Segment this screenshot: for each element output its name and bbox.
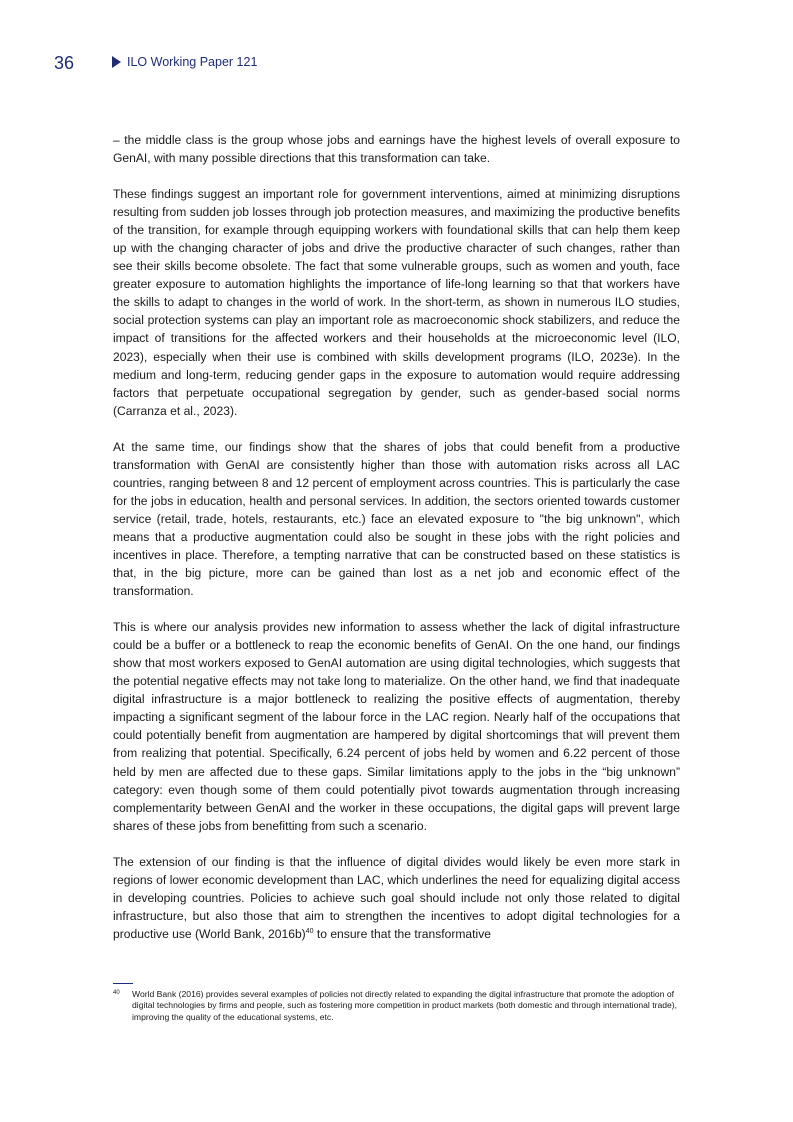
footnote-number: 40 [113, 990, 120, 996]
running-header [112, 55, 257, 69]
main-text [113, 131, 680, 961]
page-number: 36 [54, 53, 75, 73]
paragraph-text: to ensure that the transformative [313, 926, 491, 941]
paragraph: This is where our analysis provides new information to assess whether the lack of digital infrastructure could be a buffer or a bottleneck to reap the economic benefits of GenAI. On the one hand, our findings show that most workers exposed to GenAI automation are using digital technologies, which suggests that the potential negative effects may not take long to materialize. On the other hand, we find that inadequate digital infrastructure is a major bottleneck to realizing the positive effects of augmentation, thereby impacting a significant segment of the labour force in the LAC region. Nearly half of the occupations that could potentially benefit from augmentation are hampered by digital shortcomings that will prevent them from realizing that potential. Specifically, 6.24 percent of jobs held by women and 6.22 percent of those held by men are affected due to these gaps. Similar limitations apply to the jobs in the “big unknown” category: even though some of them could potentially pivot towards augmentation through increasing complementarity between GenAI and the worker in these occupations, the digital gaps will prevent large shares of these jobs from benefitting from such a scenario. [113, 620, 680, 833]
footnote-reference[interactable]: 40 [305, 927, 314, 935]
paragraph-text: The extension of our finding is that the influence of digital divides would likely be even more stark in regions of lower economic development than LAC, which underlines the need for equalizing digital access in developing countries. Policies to achieve such goal should include not only those related to digital infrastructure, but also those that aim to strengthen the incentives to adopt digital technologies for a productive use (World Bank, 2016b) [113, 854, 680, 941]
paragraph: These findings suggest an important role for government interventions, aimed at minimizing disruptions resulting from sudden job losses through job protection measures, and maximizing the productive benefits of the transition, for example through equipping workers with foundational skills that can help them keep up with the changing character of jobs and drive the productive character of such changes, rather than see their skills become obsolete. The fact that some vulnerable groups, such as women and youth, face greater exposure to automation highlights the importance of life-long learning so that that workers have the skills to adapt to changes in the world of work. In the short-term, as shown in numerous ILO studies, social protection systems can play an important role as macroeconomic shock stabilizers, and reduce the impact of transitions for the affected workers and their households at the microeconomic level (ILO, 2023), especially when their use is combined with skills development programs (ILO, 2023e). In the medium and long-term, reducing gender gaps in the exposure to automation would require addressing factors that perpetuate occupational segregation by gender, such as gender-based social norms (Carranza et al., 2023). [113, 187, 680, 418]
running-title: ILO Working Paper 121 [127, 55, 258, 69]
triangle-bullet-icon [112, 56, 121, 68]
footnote-divider [113, 983, 133, 984]
paragraph: At the same time, our findings show that the shares of jobs that could benefit from a productive transformation with GenAI are consistently higher than those with automation risks across all LAC countries, ranging between 8 and 12 percent of employment across countries. This is particularly the case for the jobs in education, health and personal services. In addition, the sectors oriented towards customer service (retail, trade, hotels, restaurants, etc.) face an elevated exposure to "the big unknown", which means that a productive augmentation could also be sought in these jobs with the right policies and incentives in place. Therefore, a tempting narrative that can be constructed based on these statistics is that, in the big picture, more can be gained than lost as a net job and economic effect of the transformation. [113, 439, 680, 599]
footnote [113, 989, 680, 1023]
paragraph [113, 853, 680, 943]
paragraph: – the middle class is the group whose jobs and earnings have the highest levels of overall exposure to GenAI, with many possible directions that this transformation can take. [113, 133, 680, 166]
footnote-text: World Bank (2016) provides several examples of policies not directly related to expanding the digital infrastructure that promote the adoption of digital technologies by firms and people, such as fostering more competition in product markets (both domestic and through international trade), improving the quality of the educational systems, etc. [132, 989, 678, 1022]
